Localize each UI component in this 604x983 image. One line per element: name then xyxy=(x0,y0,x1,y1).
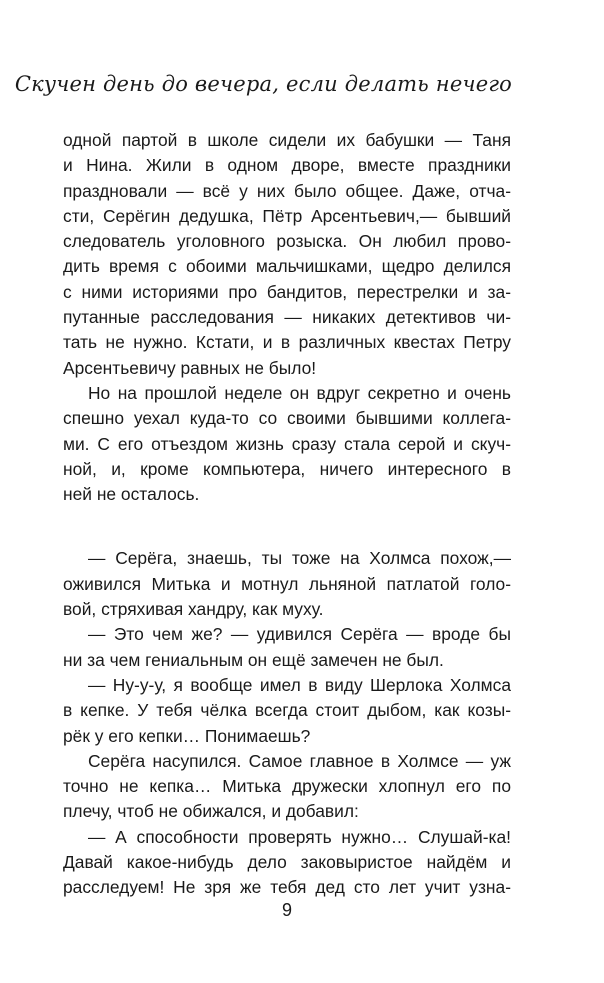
paragraph xyxy=(63,825,511,901)
text-line: оживился Митька и мотнул льняной патлатой голо- xyxy=(63,573,511,594)
text-line: Арсентьевичу равных не было! xyxy=(63,357,317,378)
text-line: вой, стряхивая хандру, как муху. xyxy=(63,599,324,620)
text-line: с ними историями про бандитов, перестрелки и за- xyxy=(63,281,511,302)
section-break xyxy=(63,507,511,546)
running-head: Скучен день до вечера, если делать нечего xyxy=(14,72,512,96)
paragraph xyxy=(63,622,511,673)
text-line: одной партой в школе сидели их бабушки — Таня xyxy=(63,130,511,150)
paragraph xyxy=(63,673,511,749)
text-line: — А способности проверять нужно… Слушай-ка! xyxy=(88,826,511,847)
text-line: путанные расследования — никаких детективов чи- xyxy=(63,307,511,328)
text-line: дить время с обоими мальчишками, щедро делился xyxy=(63,256,511,277)
text-line: — Ну-у-у, я вообще имел в виду Шерлока Холмса xyxy=(88,674,511,695)
page-number: 9 xyxy=(281,900,292,920)
text-line: ной, и, кроме компьютера, ничего интересного в xyxy=(63,458,511,479)
text-line: в кепке. У тебя чёлка всегда стоит дыбом, как козы- xyxy=(63,700,511,721)
text-line: — Серёга, знаешь, ты тоже на Холмса похож,— xyxy=(88,548,511,569)
body-text xyxy=(63,128,511,901)
text-line: спешно уехал куда-то со своими бывшими коллега- xyxy=(63,408,511,429)
text-line: Серёга насупился. Самое главное в Холмсе — уж xyxy=(88,750,511,771)
text-line: рёк у его кепки… Понимаешь? xyxy=(63,725,311,746)
text-line: тать не нужно. Кстати, и в различных квестах Петру xyxy=(63,332,511,353)
paragraph xyxy=(63,546,511,622)
paragraph xyxy=(63,381,511,507)
text-line: точно не кепка… Митька дружески хлопнул его по xyxy=(63,776,511,797)
text-line: ней не осталось. xyxy=(63,484,200,505)
text-line: Но на прошлой неделе он вдруг секретно и очень xyxy=(88,382,511,403)
paragraph xyxy=(63,128,511,381)
text-line: следователь уголовного розыска. Он любил прово- xyxy=(63,231,511,252)
text-line: ми. С его отъездом жизнь сразу стала серой и скуч- xyxy=(63,433,511,454)
text-line: праздновали — всё у них было общее. Даже, отча- xyxy=(63,180,511,201)
text-line: расследуем! Не зря же тебя дед сто лет учит узна- xyxy=(63,877,511,898)
text-line: ни за чем гениальным он ещё замечен не был. xyxy=(63,649,444,670)
text-line: плечу, чтоб не обижался, и добавил: xyxy=(63,801,359,822)
text-line: сти, Серёгин дедушка, Пётр Арсентьевич,— бывший xyxy=(63,205,511,226)
text-line: и Нина. Жили в одном дворе, вместе праздники xyxy=(63,155,511,176)
text-line: Давай какое-нибудь дело заковыристое найдём и xyxy=(63,852,511,873)
text-line: — Это чем же? — удивился Серёга — вроде бы xyxy=(88,624,511,645)
paragraph xyxy=(63,749,511,825)
